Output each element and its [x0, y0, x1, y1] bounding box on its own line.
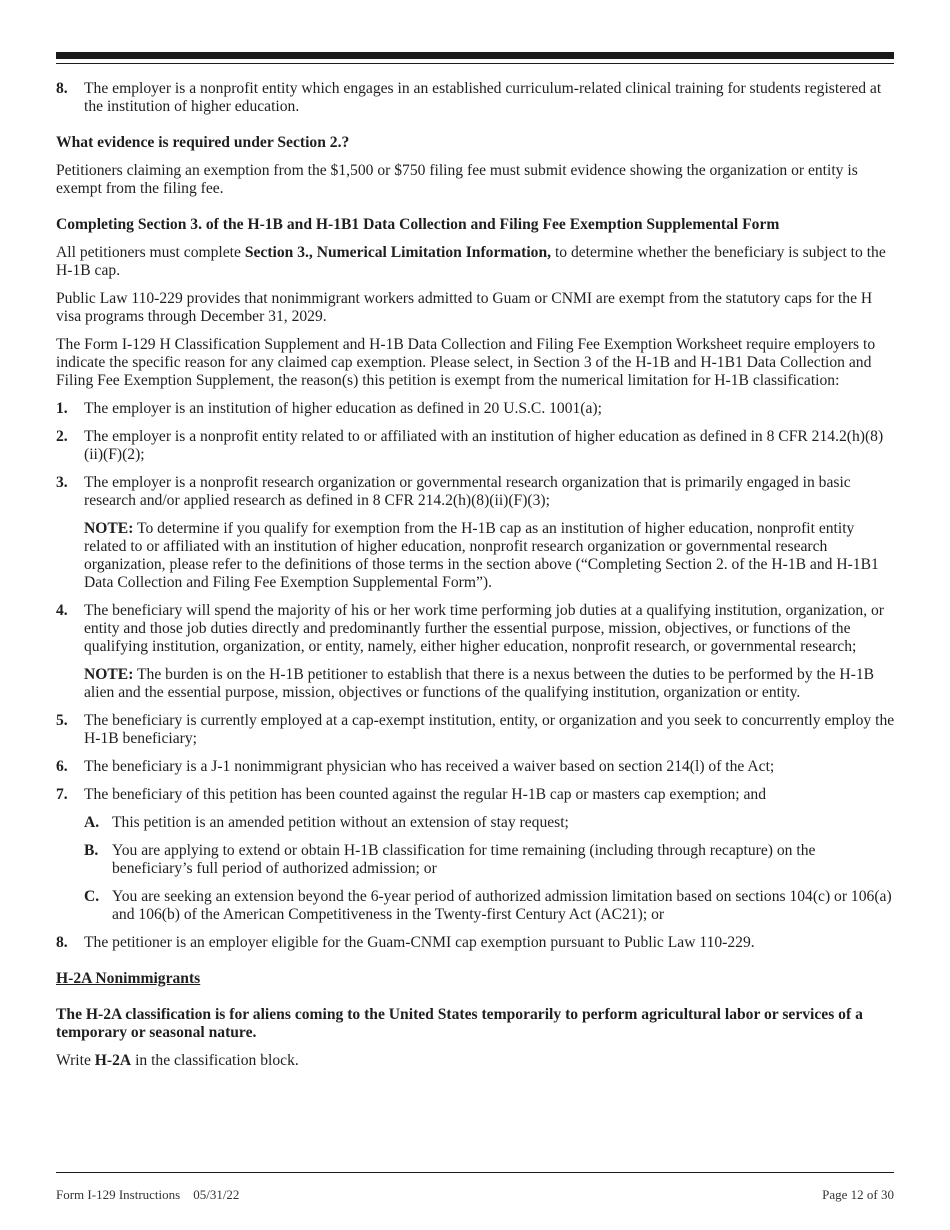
item-number: 8. — [56, 934, 68, 951]
item-text: The employer is a nonprofit research organization or governmental research organization that is primarily engaged in basic research and/or applied research as defined in 8 CFR 214.2(h)(8)(ii)(F)(3); — [84, 474, 851, 509]
list-item — [56, 602, 896, 656]
section-2-evidence-text: Petitioners claiming an exemption from the $1,500 or $750 filing fee must submit evidence showing the organization or entity is exempt from the filing fee. — [56, 162, 858, 197]
list-item — [56, 474, 896, 510]
item-text: The beneficiary of this petition has been counted against the regular H-1B cap or masters cap exemption; and — [84, 786, 766, 803]
item-number: 2. — [56, 428, 68, 445]
footer-form-info: Form I-129 Instructions 05/31/22 — [56, 1187, 240, 1202]
list-item — [56, 712, 896, 748]
note-cap-exemption: NOTE: To determine if you qualify for exemption from the H-1B cap as an institution of higher education, nonprofit entity related to or affiliated with an institution of higher education, nonprofit research organization or governmental research organization, please refer to the definitions of those terms in the section above (“Completing Section 2. of the H-1B and H-1B1 Data Collection and Filing Fee Exemption Supplemental Form”). — [84, 520, 879, 591]
item-number: 5. — [56, 712, 68, 729]
item-letter: B. — [84, 842, 99, 859]
item-number: 7. — [56, 786, 68, 803]
sub-list-item — [56, 842, 896, 878]
footer-page-number: Page 12 of 30 — [822, 1187, 894, 1202]
item-text: You are applying to extend or obtain H-1B classification for time remaining (including through recapture) on the beneficiary’s full period of authorized admission; or — [112, 842, 816, 877]
item-text: The employer is a nonprofit entity related to or affiliated with an institution of higher education as defined in 8 CFR 214.2(h)(8)(ii)(F)(2); — [84, 428, 884, 463]
h2a-heading: H-2A Nonimmigrants — [56, 970, 201, 987]
item-number: 4. — [56, 602, 68, 619]
list-item — [56, 80, 896, 116]
list-item — [56, 786, 896, 804]
item-text: The beneficiary is currently employed at a cap-exempt institution, entity, or organization and you seek to concurrently employ the H-1B beneficiary; — [84, 712, 895, 747]
h2a-description: The H-2A classification is for aliens coming to the United States temporarily to perform agricultural labor or services of a temporary or seasonal nature. — [56, 1006, 863, 1041]
page-content — [56, 80, 896, 1070]
item-text: The employer is an institution of higher education as defined in 20 U.S.C. 1001(a); — [84, 400, 602, 417]
item-number: 8. — [56, 80, 68, 97]
sub-list-item — [56, 888, 896, 924]
item-number: 1. — [56, 400, 68, 417]
item-letter: C. — [84, 888, 100, 905]
list-item — [56, 934, 896, 952]
item-letter: A. — [84, 814, 100, 831]
list-item — [56, 400, 896, 418]
section-3-paragraph-3: The Form I-129 H Classification Supplement and H-1B Data Collection and Filing Fee Exemption Worksheet require employers to indicate the specific reason for any claimed cap exemption. Please select, in Section 3 of the H-1B and H-1B1 Data Collection and Filing Fee Exemption Supplement, the reason(s) this petition is exempt from the numerical limitation for H-1B classification: — [56, 336, 876, 389]
section-3-paragraph-2: Public Law 110-229 provides that nonimmigrant workers admitted to Guam or CNMI are exempt from the statutory caps for the H visa programs through December 31, 2029. — [56, 290, 873, 325]
list-item — [56, 758, 896, 776]
sub-list-item — [56, 814, 896, 832]
section-2-evidence-heading: What evidence is required under Section 2.? — [56, 134, 350, 151]
header-rule-thin — [56, 63, 894, 64]
item-number: 3. — [56, 474, 68, 491]
item-text: The beneficiary will spend the majority of his or her work time performing job duties at a qualifying institution, organization, or entity and those job duties directly and predominantly further the essential purpose, mission, objectives, or functions of the qualifying institution, organization, or entity, namely, either higher education, nonprofit research, or governmental research; — [84, 602, 885, 655]
h2a-instruction: Write H-2A in the classification block. — [56, 1052, 299, 1069]
section-3-heading: Completing Section 3. of the H-1B and H-1B1 Data Collection and Filing Fee Exemption Supplemental Form — [56, 216, 780, 233]
item-text: You are seeking an extension beyond the 6-year period of authorized admission limitation based on sections 104(c) or 106(a) and 106(b) of the American Competitiveness in the Twenty-first Century Act (AC21); or — [112, 888, 892, 923]
item-number: 6. — [56, 758, 68, 775]
section-3-paragraph-1: All petitioners must complete Section 3., Numerical Limitation Information, to determine whether the beneficiary is subject to the H-1B cap. — [56, 244, 886, 279]
note-burden: NOTE: The burden is on the H-1B petitioner to establish that there is a nexus between the duties to be performed by the H-1B alien and the essential purpose, mission, objectives or functions of the qualifying institution, organization or entity. — [84, 666, 875, 701]
item-text: The beneficiary is a J-1 nonimmigrant physician who has received a waiver based on section 214(l) of the Act; — [84, 758, 775, 775]
item-text: The petitioner is an employer eligible for the Guam-CNMI cap exemption pursuant to Public Law 110-229. — [84, 934, 755, 951]
item-text: This petition is an amended petition without an extension of stay request; — [112, 814, 569, 831]
header-rule-thick — [56, 52, 894, 59]
item-text: The employer is a nonprofit entity which engages in an established curriculum-related clinical training for students registered at the institution of higher education. — [84, 80, 882, 115]
list-item — [56, 428, 896, 464]
footer-rule — [56, 1172, 894, 1173]
